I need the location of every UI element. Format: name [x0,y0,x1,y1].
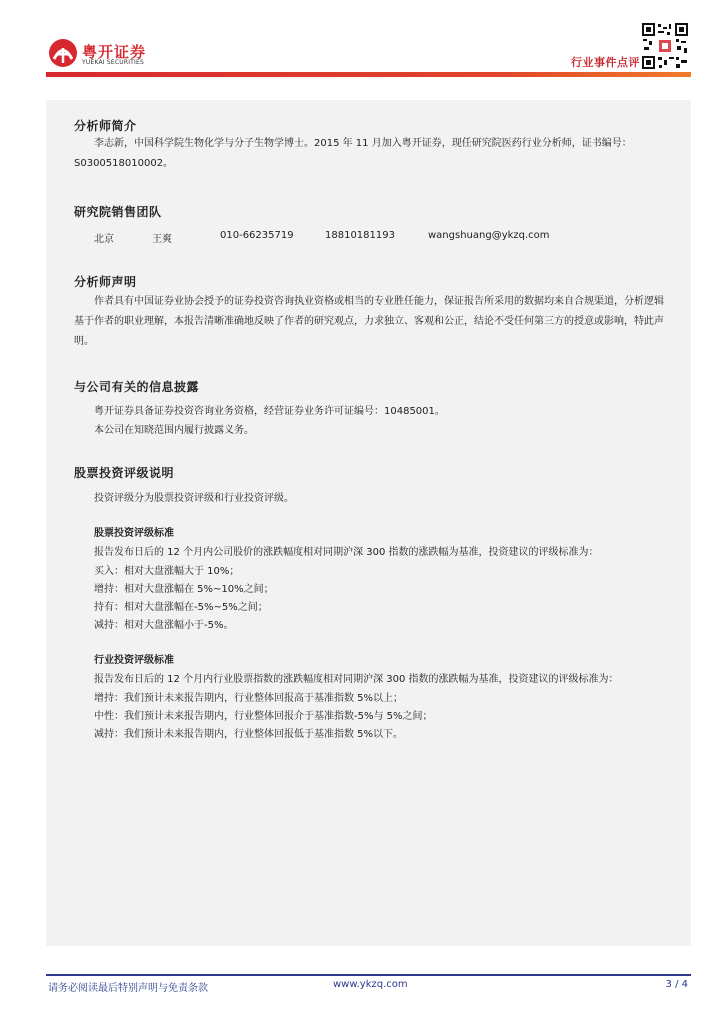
disclosure-line-2: 本公司在知晓范围内履行披露义务。 [94,425,254,436]
sales-team-title: 研究院销售团队 [74,205,162,219]
industry-rating-title: 行业投资评级标准 [94,655,174,666]
rating-title: 股票投资评级说明 [74,466,175,480]
logo-text-cn: 粤开证券 [82,43,147,61]
team-city: 北京 [94,234,114,245]
company-logo [48,38,158,72]
analyst-statement-text: 作者具有中国证券业协会授予的证券投资咨询执业资格或相当的专业胜任能力，保证报告所采用的数据均来自合规渠道，分析逻辑基于作者的职业理解，本报告清晰准确地反映了作者的研究观点，力求独立、客观和公正，结论不受任何第三方的授意或影响，特此声明。 [74,296,664,347]
footer-website-link[interactable]: www.ykzq.com [333,979,408,990]
stock-rating-title: 股票投资评级标准 [94,528,174,539]
analyst-statement-title: 分析师声明 [74,275,137,289]
content-panel [46,100,691,946]
footer-divider [46,974,691,976]
analyst-intro-text: 李志新，中国科学院生物化学与分子生物学博士。2015 年 11 月加入粤开证券，现任研究院医药行业分析师，证书编号：S0300518010002。 [74,138,632,169]
team-phone: 010-66235719 [220,230,294,241]
disclosure-title: 与公司有关的信息披露 [74,380,200,394]
stock-rating-item: 减持：相对大盘涨幅小于-5%。 [94,620,234,631]
page-header [0,0,724,80]
header-divider-bar [46,72,691,77]
stock-rating-item: 持有：相对大盘涨幅在-5%~5%之间； [94,602,268,613]
logo-text-en: YUEKAI SECURITIES [82,59,145,66]
rating-intro: 投资评级分为股票投资评级和行业投资评级。 [94,493,294,504]
team-member-name: 王爽 [152,234,172,245]
disclosure-line-1: 粤开证券具备证券投资咨询业务资格，经营证券业务许可证编号：10485001。 [94,406,445,417]
page-number: 3 / 4 [665,979,688,990]
stock-rating-item: 增持：相对大盘涨幅在 5%~10%之间； [94,584,274,595]
industry-rating-desc: 报告发布日后的 12 个月内行业股票指数的涨跌幅度相对同期沪深 300 指数的涨跌幅为基准，投资建议的评级标准为： [94,674,619,685]
team-mobile: 18810181193 [325,230,395,241]
stock-rating-desc: 报告发布日后的 12 个月内公司股价的涨跌幅度相对同期沪深 300 指数的涨跌幅为基准，投资建议的评级标准为： [94,547,599,558]
industry-rating-item: 中性：我们预计未来报告期内，行业整体回报介于基准指数-5%与 5%之间； [94,711,433,722]
industry-rating-item: 减持：我们预计未来报告期内，行业整体回报低于基准指数 5%以下。 [94,729,404,740]
team-email: wangshuang@ykzq.com [428,230,550,241]
qr-code-icon [641,22,689,70]
footer-disclaimer-link[interactable]: 请务必阅读最后特别声明与免责条款 [48,983,208,994]
industry-rating-item: 增持：我们预计未来报告期内，行业整体回报高于基准指数 5%以上； [94,693,404,704]
analyst-intro-title: 分析师简介 [74,119,137,133]
stock-rating-item: 买入：相对大盘涨幅大于 10%； [94,566,240,577]
logo-mark-icon [48,38,78,68]
report-type-label: 行业事件点评 [571,56,640,69]
